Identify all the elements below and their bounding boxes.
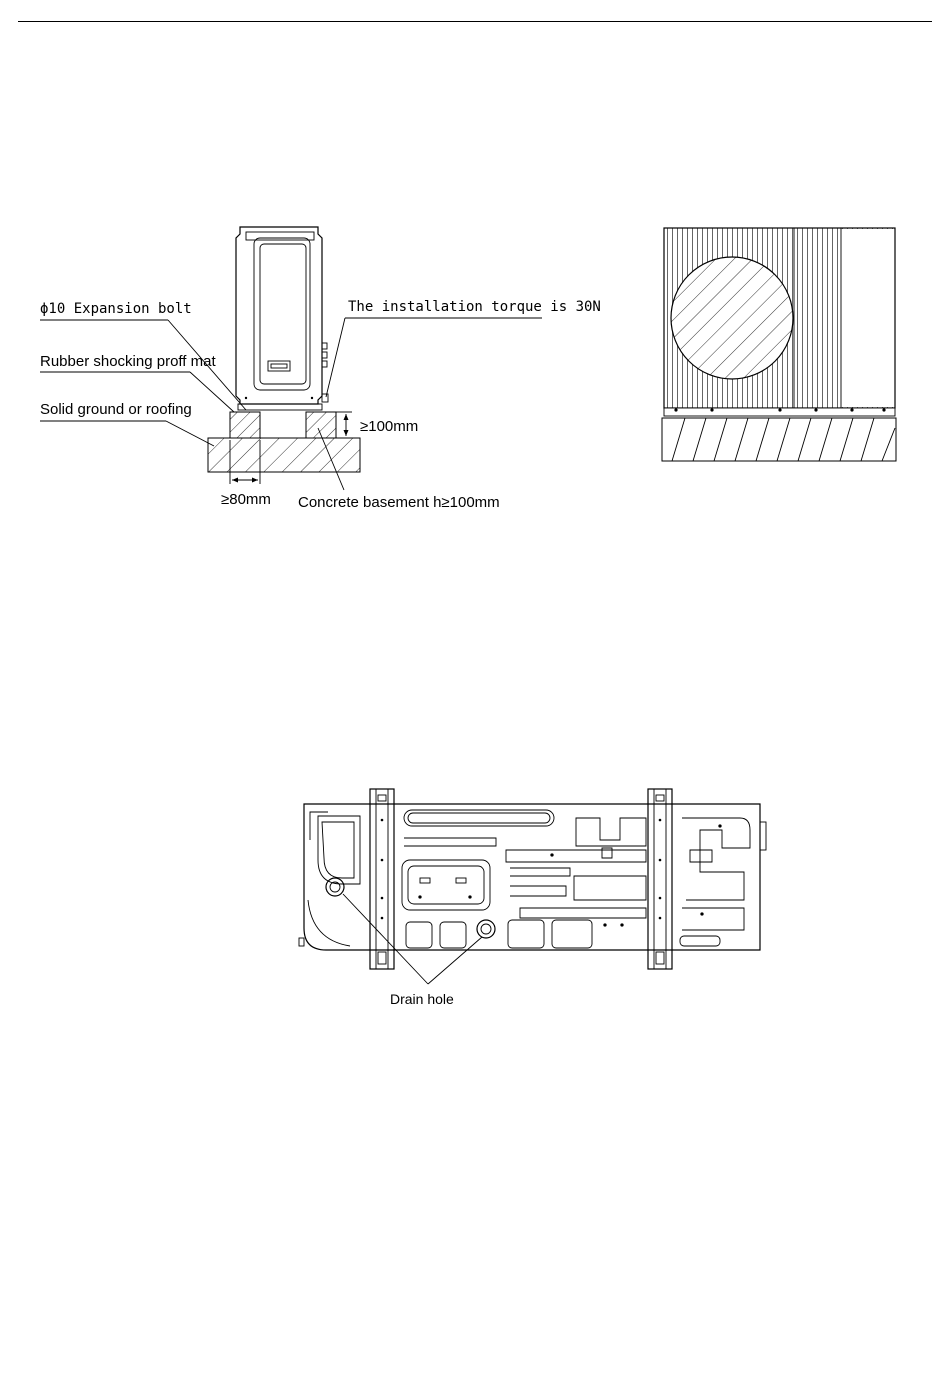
rubber-mat-left: [230, 412, 260, 438]
chassis-ribs: [318, 810, 750, 948]
front-view-diagram: [662, 228, 896, 461]
outdoor-unit-side-view: [236, 227, 328, 410]
fan-grille: [671, 257, 793, 379]
height-min-label: ≥100mm: [360, 418, 419, 435]
chassis-bottom-view-diagram: [299, 789, 766, 1007]
drain-hole-left: [326, 878, 344, 896]
width-min-label: ≥80mm: [221, 491, 271, 508]
mounting-rail-left: [370, 789, 394, 969]
drain-hole-right: [477, 920, 495, 938]
concrete-basement: [208, 438, 360, 472]
side-view-installation-diagram: [40, 227, 601, 511]
mounting-rail-right: [648, 789, 672, 969]
drain-hole-label: Drain hole: [390, 991, 454, 1007]
rubber-mat-label: Rubber shocking proff mat: [40, 353, 216, 370]
expansion-bolt-label: ϕ10 Expansion bolt: [40, 301, 192, 317]
installation-torque-label: The installation torque is 30N: [348, 299, 601, 315]
concrete-basement-label: Concrete basement h≥100mm: [298, 494, 500, 511]
solid-ground-label: Solid ground or roofing: [40, 401, 192, 418]
